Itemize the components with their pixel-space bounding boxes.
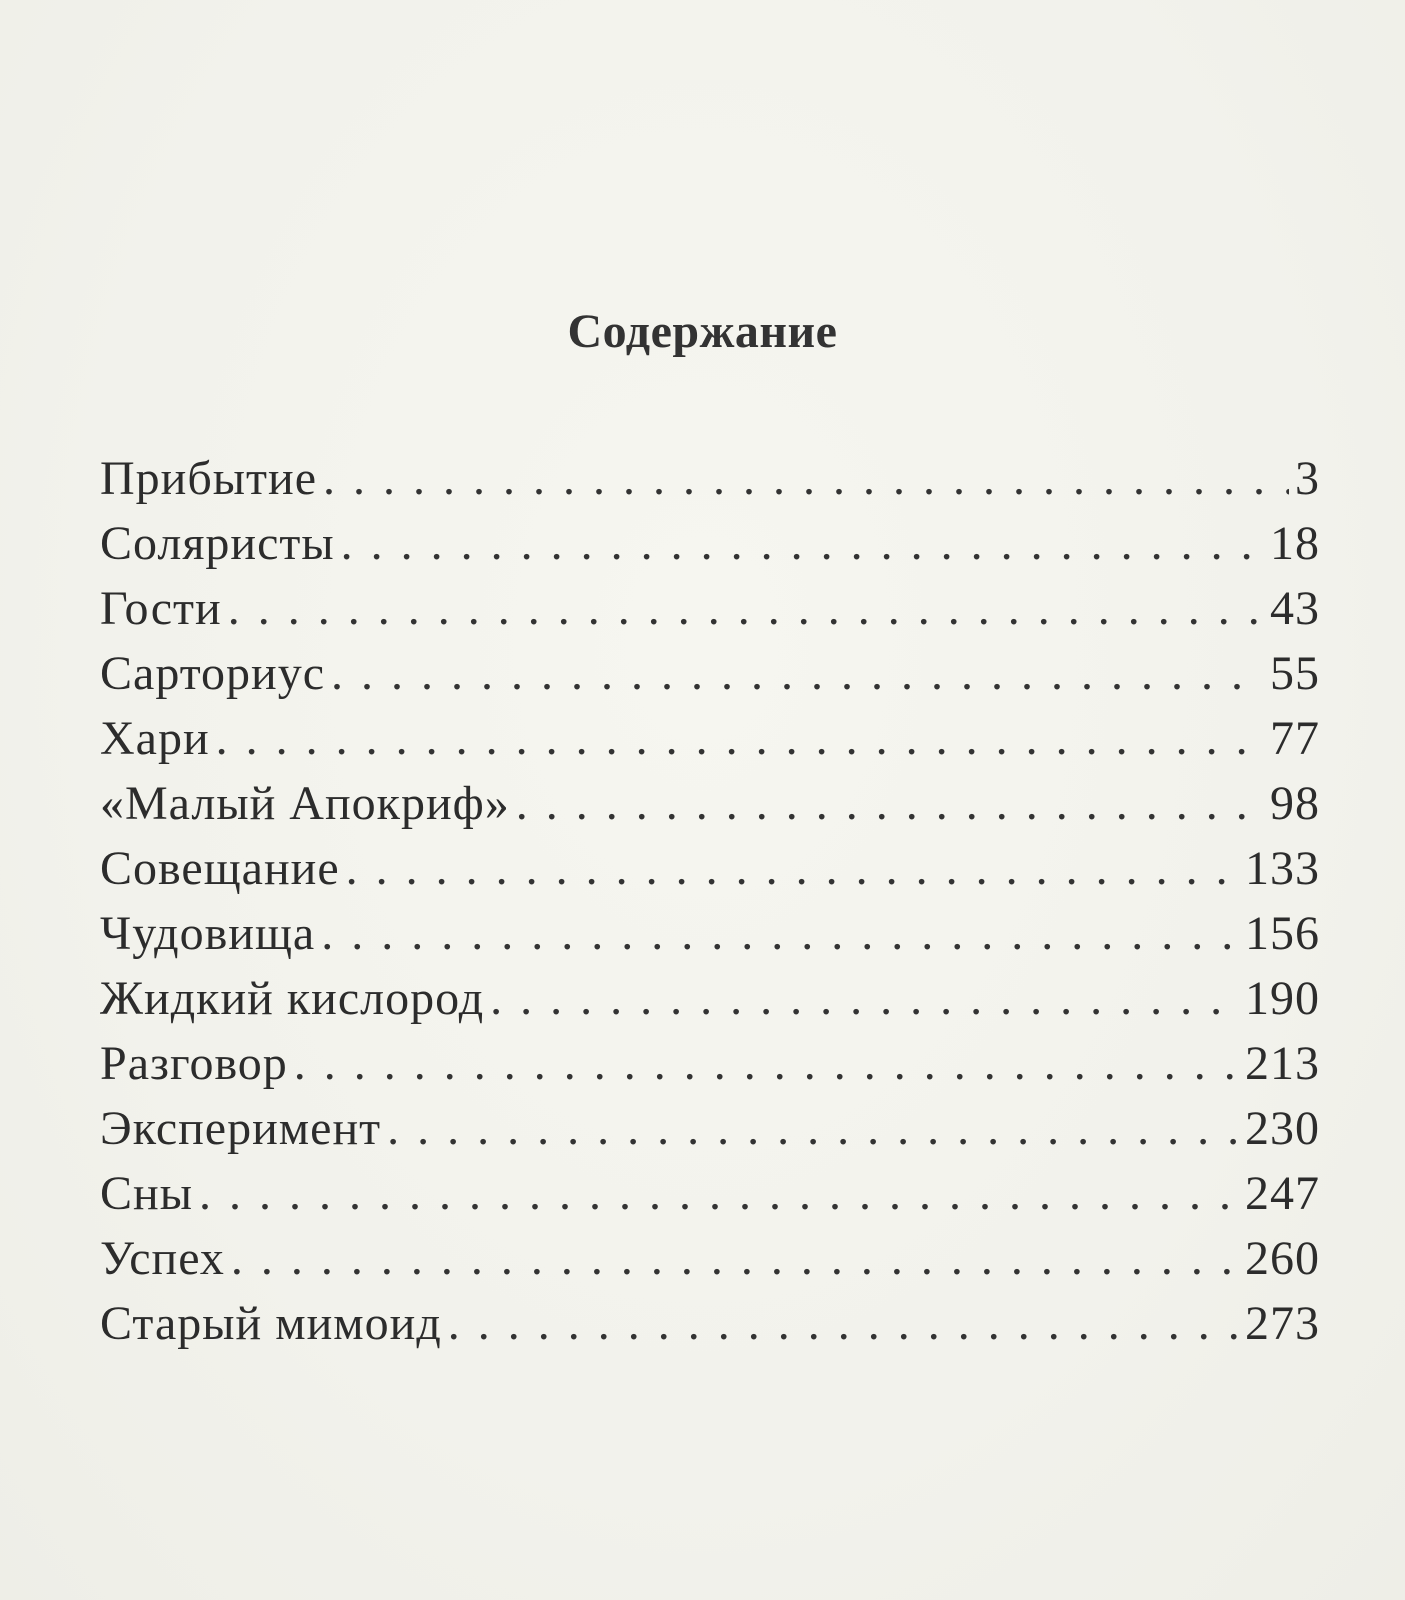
toc-entry-title: Успех bbox=[100, 1232, 225, 1285]
toc-entry-title: Сны bbox=[100, 1167, 193, 1220]
toc-entry bbox=[100, 511, 1320, 576]
toc-entry-page: 247 bbox=[1245, 1167, 1320, 1220]
toc-entry-title: Совещание bbox=[100, 842, 340, 895]
toc-entry-page: 230 bbox=[1245, 1102, 1320, 1155]
dot-leader bbox=[199, 1161, 1239, 1226]
toc-entry bbox=[100, 446, 1320, 511]
toc-entry bbox=[100, 901, 1320, 966]
dot-leader bbox=[387, 1096, 1239, 1161]
dot-leader bbox=[228, 576, 1264, 641]
toc-entry-page: 190 bbox=[1245, 972, 1320, 1025]
dot-leader bbox=[321, 901, 1239, 966]
toc-entry-title: Хари bbox=[100, 712, 210, 765]
dot-leader bbox=[490, 966, 1239, 1031]
toc-entry-title: Жидкий кислород bbox=[100, 972, 485, 1025]
toc-entry bbox=[100, 1096, 1320, 1161]
toc-entry-title: Гости bbox=[100, 582, 222, 635]
toc-entry-page: 133 bbox=[1245, 842, 1320, 895]
toc-entry-page: 213 bbox=[1245, 1037, 1320, 1090]
toc-entry-page: 43 bbox=[1270, 582, 1320, 635]
dot-leader bbox=[294, 1031, 1239, 1096]
toc-entry bbox=[100, 966, 1320, 1031]
toc-entry-page: 273 bbox=[1245, 1297, 1320, 1350]
dot-leader bbox=[516, 771, 1264, 836]
dot-leader bbox=[331, 641, 1264, 706]
toc-entry-page: 156 bbox=[1245, 907, 1320, 960]
toc-entry bbox=[100, 576, 1320, 641]
toc-entry-page: 55 bbox=[1270, 647, 1320, 700]
toc-entry-title: Разговор bbox=[100, 1037, 288, 1090]
toc-entry-page: 77 bbox=[1270, 712, 1320, 765]
toc-entry bbox=[100, 1226, 1320, 1291]
toc-entry bbox=[100, 836, 1320, 901]
dot-leader bbox=[346, 836, 1239, 901]
dot-leader bbox=[448, 1291, 1239, 1356]
toc-entry-page: 3 bbox=[1295, 452, 1320, 505]
toc-entry bbox=[100, 641, 1320, 706]
toc-entry-title: Чудовища bbox=[100, 907, 316, 960]
dot-leader bbox=[341, 511, 1264, 576]
dot-leader bbox=[231, 1226, 1239, 1291]
page-title: Содержание bbox=[567, 305, 838, 358]
toc-entry-page: 18 bbox=[1270, 517, 1320, 570]
dot-leader bbox=[216, 706, 1264, 771]
dot-leader bbox=[323, 446, 1289, 511]
toc-entry-page: 98 bbox=[1270, 777, 1320, 830]
toc-entry-title: Старый мимоид bbox=[100, 1297, 442, 1350]
toc-entry bbox=[100, 1291, 1320, 1356]
toc-entry bbox=[100, 1161, 1320, 1226]
toc-entry-title: Прибытие bbox=[100, 452, 317, 505]
toc-entry-title: Соляристы bbox=[100, 517, 335, 570]
toc-entry-page: 260 bbox=[1245, 1232, 1320, 1285]
toc-entry-title: Эксперимент bbox=[100, 1102, 382, 1155]
toc-entry-title: «Малый Апокриф» bbox=[100, 777, 510, 830]
toc-entry bbox=[100, 771, 1320, 836]
toc-entry bbox=[100, 706, 1320, 771]
table-of-contents bbox=[100, 446, 1320, 1356]
toc-entry-title: Сарториус bbox=[100, 647, 326, 700]
toc-entry bbox=[100, 1031, 1320, 1096]
